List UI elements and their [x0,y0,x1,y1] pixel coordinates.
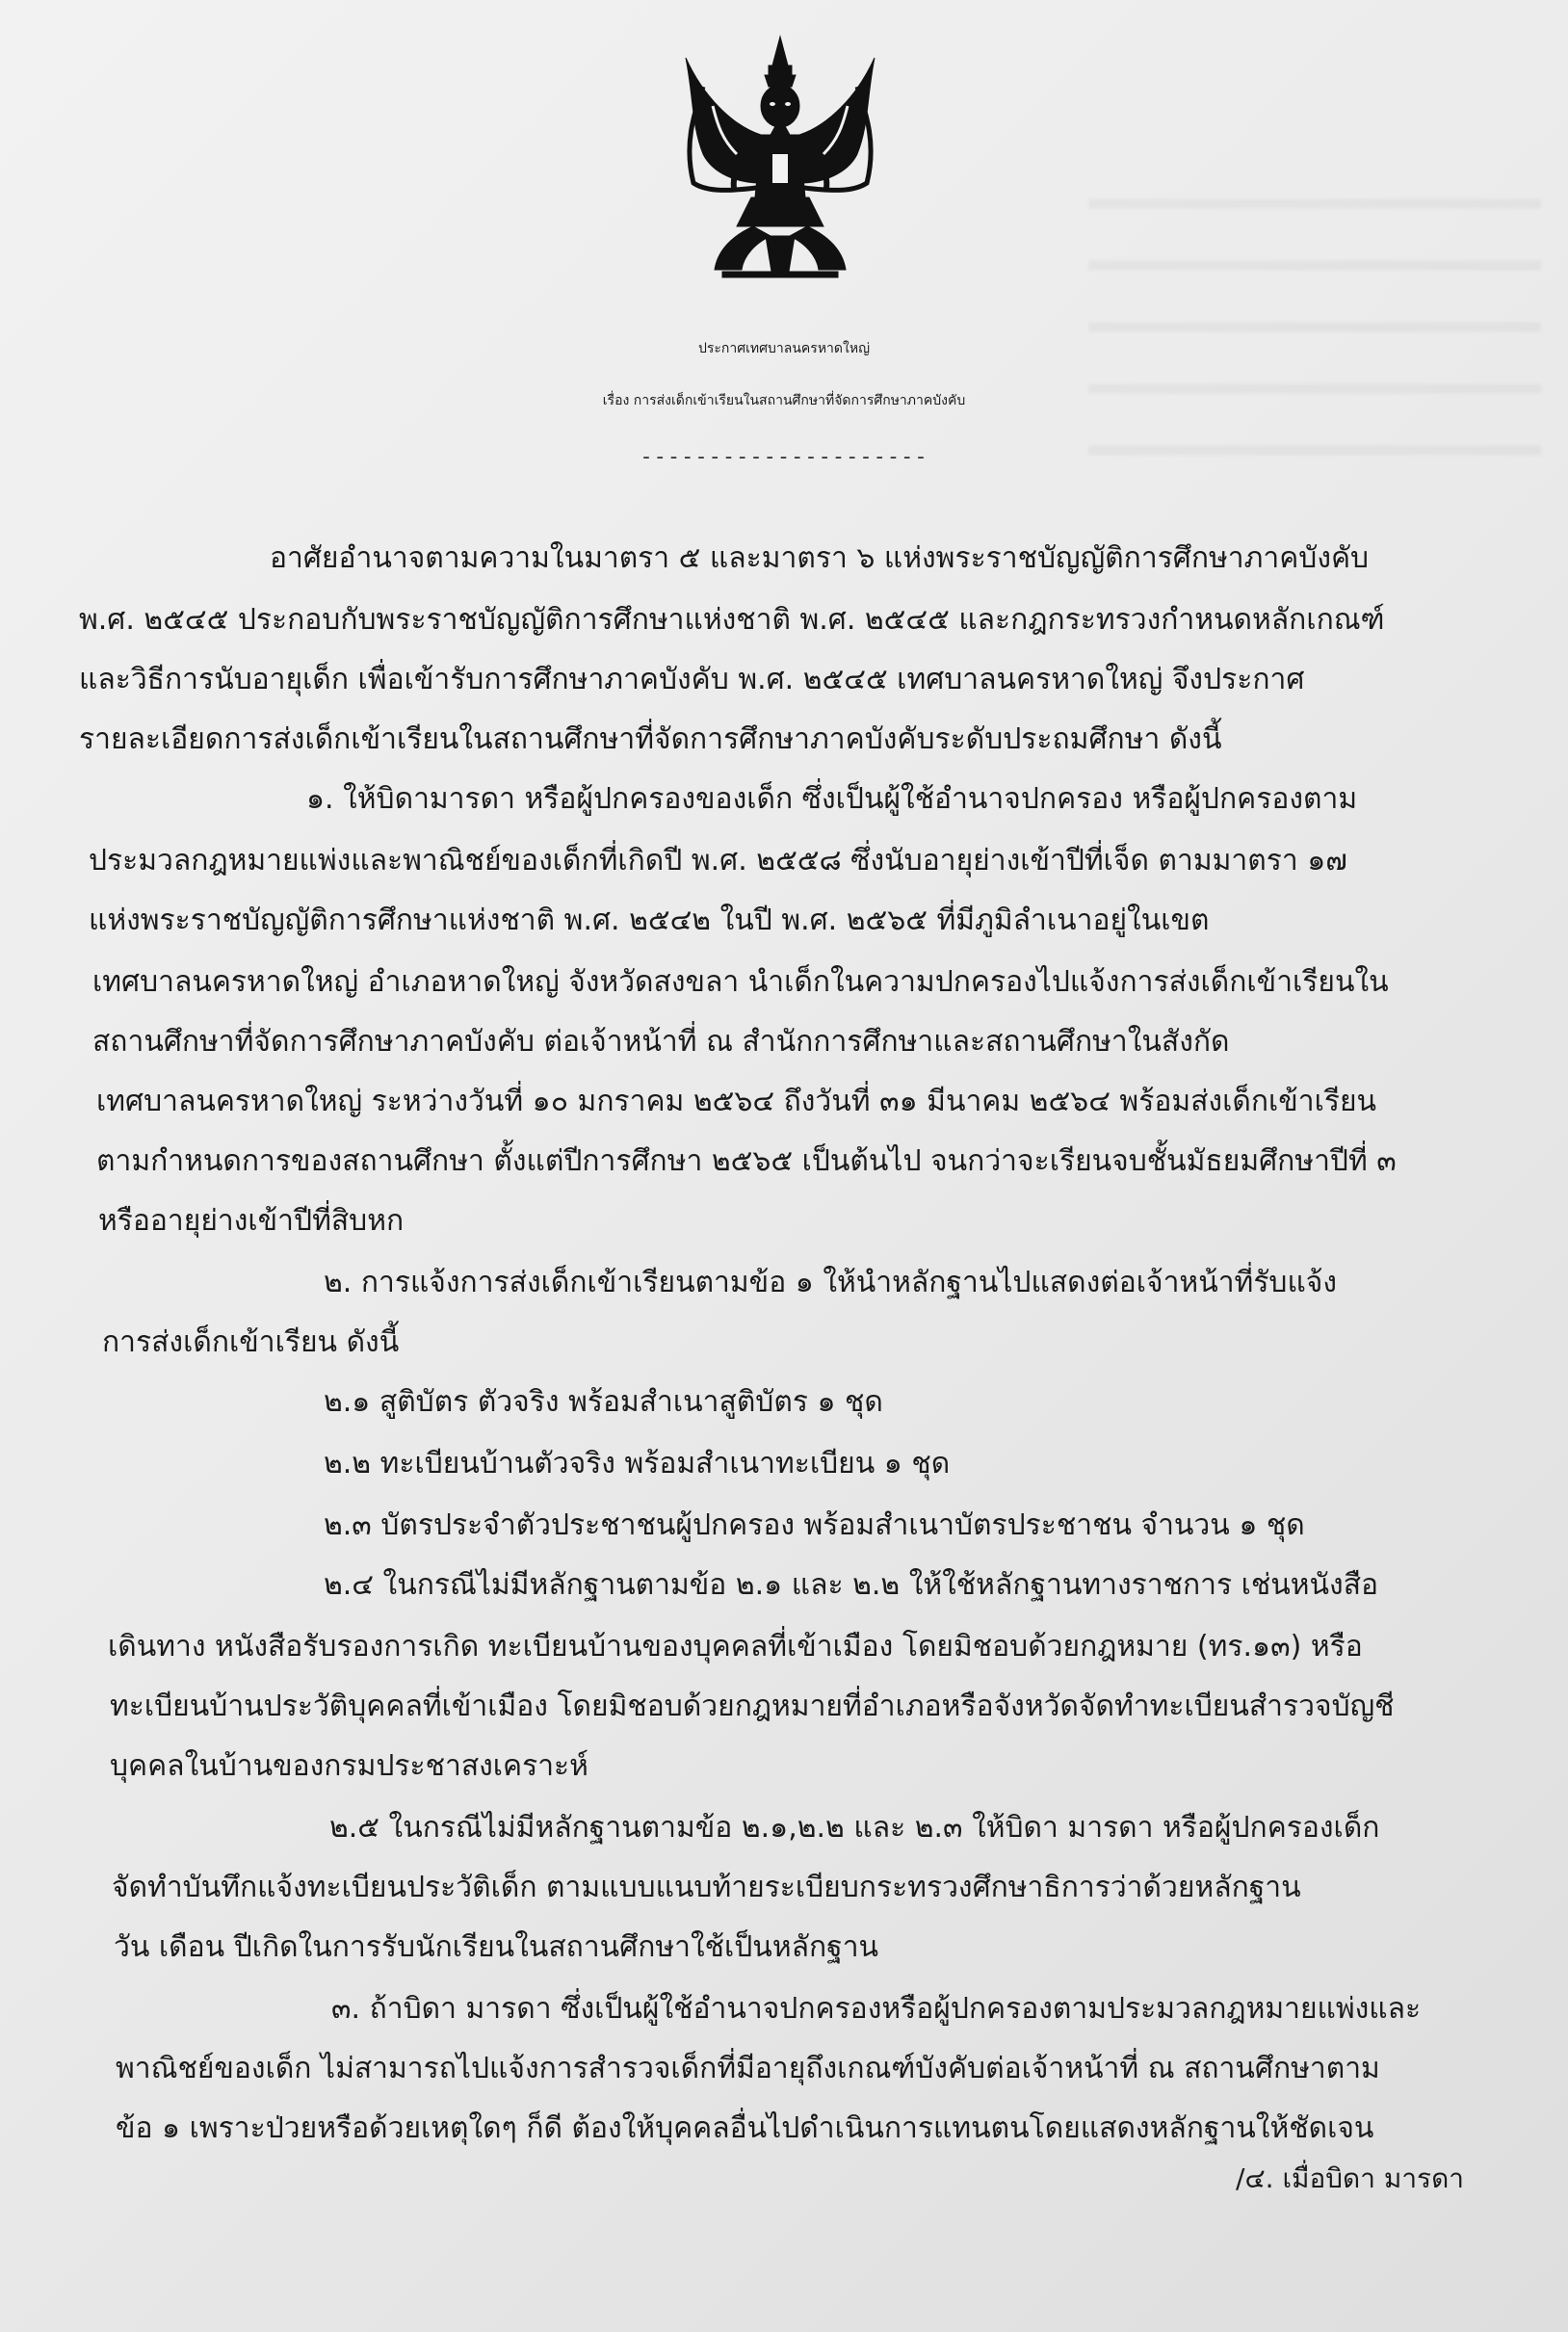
body-line: ๒.๓ บัตรประจำตัวประชาชนผู้ปกครอง พร้อมสำเนาบัตรประชาชน จำนวน ๑ ชุด [324,1508,1305,1542]
page-continuation: /๔. เมื่อบิดา มารดา [1236,2162,1464,2194]
body-line: เทศบาลนครหาดใหญ่ ระหว่างวันที่ ๑๐ มกราคม ๒๕๖๔ ถึงวันที่ ๓๑ มีนาคม ๒๕๖๔ พร้อมส่งเด็กเข้าเรียน [96,1085,1377,1118]
body-line: ๒.๕ ในกรณีไม่มีหลักฐานตามข้อ ๒.๑,๒.๒ และ ๒.๓ ให้บิดา มารดา หรือผู้ปกครองเด็ก [329,1811,1380,1845]
body-line: พ.ศ. ๒๕๔๕ ประกอบกับพระราชบัญญัติการศึกษาแห่งชาติ พ.ศ. ๒๕๔๕ และกฎกระทรวงกำหนดหลักเกณฑ์ [79,603,1385,637]
body-line: ๒.๑ สูติบัตร ตัวจริง พร้อมสำเนาสูติบัตร ๑ ชุด [324,1385,883,1419]
body-line: หรืออายุย่างเข้าปีที่สิบหก [98,1204,405,1238]
body-line: ๒.๔ ในกรณีไม่มีหลักฐานตามข้อ ๒.๑ และ ๒.๒ ให้ใช้หลักฐานทางราชการ เช่นหนังสือ [324,1568,1379,1602]
garuda-emblem-icon [665,29,896,289]
body-line: ๑. ให้บิดามารดา หรือผู้ปกครองของเด็ก ซึ่งเป็นผู้ใช้อำนาจปกครอง หรือผู้ปกครองตาม [306,782,1358,816]
body-line: ประมวลกฎหมายแพ่งและพาณิชย์ของเด็กที่เกิดปี พ.ศ. ๒๕๕๘ ซึ่งนับอายุย่างเข้าปีที่เจ็ด ตามมาตรา ๑๗ [89,844,1347,878]
show-through-text [1088,173,1541,482]
body-line: รายละเอียดการส่งเด็กเข้าเรียนในสถานศึกษาที่จัดการศึกษาภาคบังคับระดับประถมศึกษา ดังนี้ [79,722,1222,756]
announcement-subject: เรื่อง การส่งเด็กเข้าเรียนในสถานศึกษาที่จัดการศึกษาภาคบังคับ [602,393,966,408]
body-line: เดินทาง หนังสือรับรองการเกิด ทะเบียนบ้านของบุคคลที่เข้าเมือง โดยมิชอบด้วยกฎหมาย (ทร.๑๓) หรือ [108,1630,1363,1664]
body-line: และวิธีการนับอายุเด็ก เพื่อเข้ารับการศึกษาภาคบังคับ พ.ศ. ๒๕๔๕ เทศบาลนครหาดใหญ่ จึงประกาศ [79,663,1305,696]
body-line: ตามกำหนดการของสถานศึกษา ตั้งแต่ปีการศึกษา ๒๕๖๕ เป็นต้นไป จนกว่าจะเรียนจบชั้นมัธยมศึกษาปีที่ ๓ [96,1144,1397,1178]
title-separator: --------------------- [640,445,928,469]
body-line: ข้อ ๑ เพราะป่วยหรือด้วยเหตุใดๆ ก็ดี ต้องให้บุคคลอื่นไปดำเนินการแทนตนโดยแสดงหลักฐานให้ชัดเจน [116,2111,1374,2145]
body-line: อาศัยอำนาจตามความในมาตรา ๕ และมาตรา ๖ แห่งพระราชบัญญัติการศึกษาภาคบังคับ [270,541,1370,575]
body-line: พาณิชย์ของเด็ก ไม่สามารถไปแจ้งการสำรวจเด็กที่มีอายุถึงเกณฑ์บังคับต่อเจ้าหน้าที่ ณ สถานศึกษาตาม [116,2052,1380,2085]
body-line: แห่งพระราชบัญญัติการศึกษาแห่งชาติ พ.ศ. ๒๕๔๒ ในปี พ.ศ. ๒๕๖๕ ที่มีภูมิลำเนาอยู่ในเขต [89,904,1210,937]
body-line: ทะเบียนบ้านประวัติบุคคลที่เข้าเมือง โดยมิชอบด้วยกฎหมายที่อำเภอหรือจังหวัดจัดทำทะเบียนสำรวจบัญชี [110,1690,1395,1723]
body-line: ๓. ถ้าบิดา มารดา ซึ่งเป็นผู้ใช้อำนาจปกครองหรือผู้ปกครองตามประมวลกฎหมายแพ่งและ [331,1992,1422,2026]
body-line: ๒.๒ ทะเบียนบ้านตัวจริง พร้อมสำเนาทะเบียน ๑ ชุด [324,1447,951,1480]
body-line: สถานศึกษาที่จัดการศึกษาภาคบังคับ ต่อเจ้าหน้าที่ ณ สำนักการศึกษาและสถานศึกษาในสังกัด [92,1025,1230,1059]
body-line: จัดทำบันทึกแจ้งทะเบียนประวัติเด็ก ตามแบบแนบท้ายระเบียบกระทรวงศึกษาธิการว่าด้วยหลักฐาน [112,1871,1301,1904]
body-line: การส่งเด็กเข้าเรียน ดังนี้ [102,1325,400,1359]
body-line: วัน เดือน ปีเกิดในการรับนักเรียนในสถานศึกษาใช้เป็นหลักฐาน [114,1930,879,1964]
body-line: ๒. การแจ้งการส่งเด็กเข้าเรียนตามข้อ ๑ ให้นำหลักฐานไปแสดงต่อเจ้าหน้าที่รับแจ้ง [324,1266,1338,1299]
body-line: บุคคลในบ้านของกรมประชาสงเคราะห์ [110,1749,588,1783]
body-line: เทศบาลนครหาดใหญ่ อำเภอหาดใหญ่ จังหวัดสงขลา นำเด็กในความปกครองไปแจ้งการส่งเด็กเข้าเรียนใน [92,965,1389,999]
announcement-title: ประกาศเทศบาลนครหาดใหญ่ [697,341,870,356]
